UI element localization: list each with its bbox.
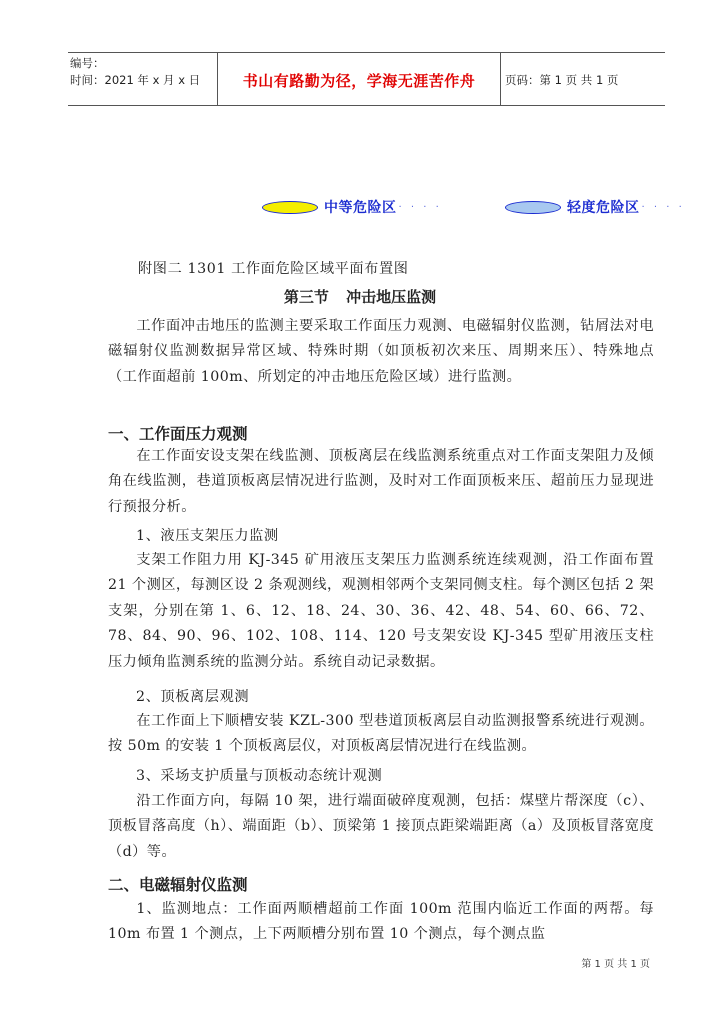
light-danger-swatch bbox=[505, 201, 561, 214]
section-number: 第三节 bbox=[283, 288, 329, 306]
page-footer: 第 1 页 共 1 页 bbox=[581, 959, 650, 970]
section-title bbox=[0, 286, 720, 307]
header-motto: 书山有路勤为径，学海无涯苦作舟 bbox=[242, 71, 476, 90]
document-time: 时间：2021 年 x 月 x 日 bbox=[70, 73, 201, 87]
heading-support-pressure: 1、液压支架压力监测 bbox=[136, 528, 279, 544]
pressure-paragraph: 在工作面安设支架在线监测、顶板离层在线监测系统重点对工作面支架阻力及倾角在线监测，巷道顶板离层情况进行监测，及时对工作面顶板来压、超前压力显现进行预报分析。 bbox=[108, 448, 654, 515]
legend-item-light bbox=[505, 196, 685, 218]
figure-caption: 附图二 1301 工作面危险区域平面布置图 bbox=[138, 261, 409, 277]
legend-label-light: 轻度危险区 bbox=[567, 200, 640, 216]
support-pressure-block bbox=[108, 548, 654, 675]
document-number-label: 编号： bbox=[70, 56, 105, 70]
support-quality-paragraph: 沿工作面方向，每隔 10 架，进行端面破碎度观测，包括：煤壁片帮深度（c）、顶板冒落高度（h）、端面距（b）、顶梁第 1 接顶点距梁端距离（a）及顶板冒落宽度（d）等。 bbox=[108, 793, 654, 860]
support-quality-block bbox=[108, 789, 654, 865]
header-motto-cell bbox=[218, 53, 501, 105]
medium-danger-swatch bbox=[262, 201, 318, 214]
heading-pressure-observation: 一、工作面压力观测 bbox=[108, 425, 248, 443]
em-radiation-block bbox=[108, 897, 654, 948]
header-page-info: 页码：第 1 页 共 1 页 bbox=[505, 73, 619, 87]
heading-em-radiation: 二、电磁辐射仪监测 bbox=[108, 876, 248, 894]
legend-item-medium bbox=[262, 196, 442, 218]
intro-paragraph: 工作面冲击地压的监测主要采取工作面压力观测、电磁辐射仪监测，钻屑法对电磁辐射仪监测数据异常区域、特殊时期（如顶板初次来压、周期来压）、特殊地点（工作面超前 100m、所划定的冲击地压危险区域）进行监测。 bbox=[108, 318, 654, 385]
section-name: 冲击地压监测 bbox=[346, 288, 437, 306]
heading-support-quality: 3、采场支护质量与顶板动态统计观测 bbox=[136, 768, 383, 784]
roof-separation-block bbox=[108, 709, 654, 760]
legend-label-medium: 中等危险区 bbox=[324, 200, 397, 216]
em-radiation-paragraph: 1、监测地点：工作面两顺槽超前工作面 100m 范围内临近工作面的两帮。每 10m 布置 1 个测点，上下两顺槽分别布置 10 个测点，每个测点监 bbox=[108, 901, 654, 943]
support-pressure-paragraph: 支架工作阻力用 KJ-345 矿用液压支架压力监测系统连续观测，沿工作面布置 21 个测区，每测区设 2 条观测线，观测相邻两个支架同侧支柱。每个测区包括 2 架支架，分别在第 1、6、12、18、24、30、36、42、48、54、60、66、72、78、84、90、96、102、108、114、120 号支架安设 KJ-345 型矿用液压支柱压力倾角监测系统的监测分站。系统自动记录数据。 bbox=[108, 552, 654, 670]
page-header bbox=[68, 52, 665, 106]
intro-block bbox=[108, 314, 654, 390]
pressure-block bbox=[108, 444, 654, 520]
legend-dots-medium: · · · · bbox=[398, 201, 442, 213]
heading-roof-separation: 2、顶板离层观测 bbox=[136, 689, 250, 705]
roof-separation-paragraph: 在工作面上下顺槽安装 KZL-300 型巷道顶板离层自动监测报警系统进行观测。按 50m 的安装 1 个顶板离层仪，对顶板离层情况进行在线监测。 bbox=[108, 713, 654, 755]
header-meta bbox=[68, 53, 218, 105]
legend-dots-light: · · · · bbox=[641, 201, 685, 213]
